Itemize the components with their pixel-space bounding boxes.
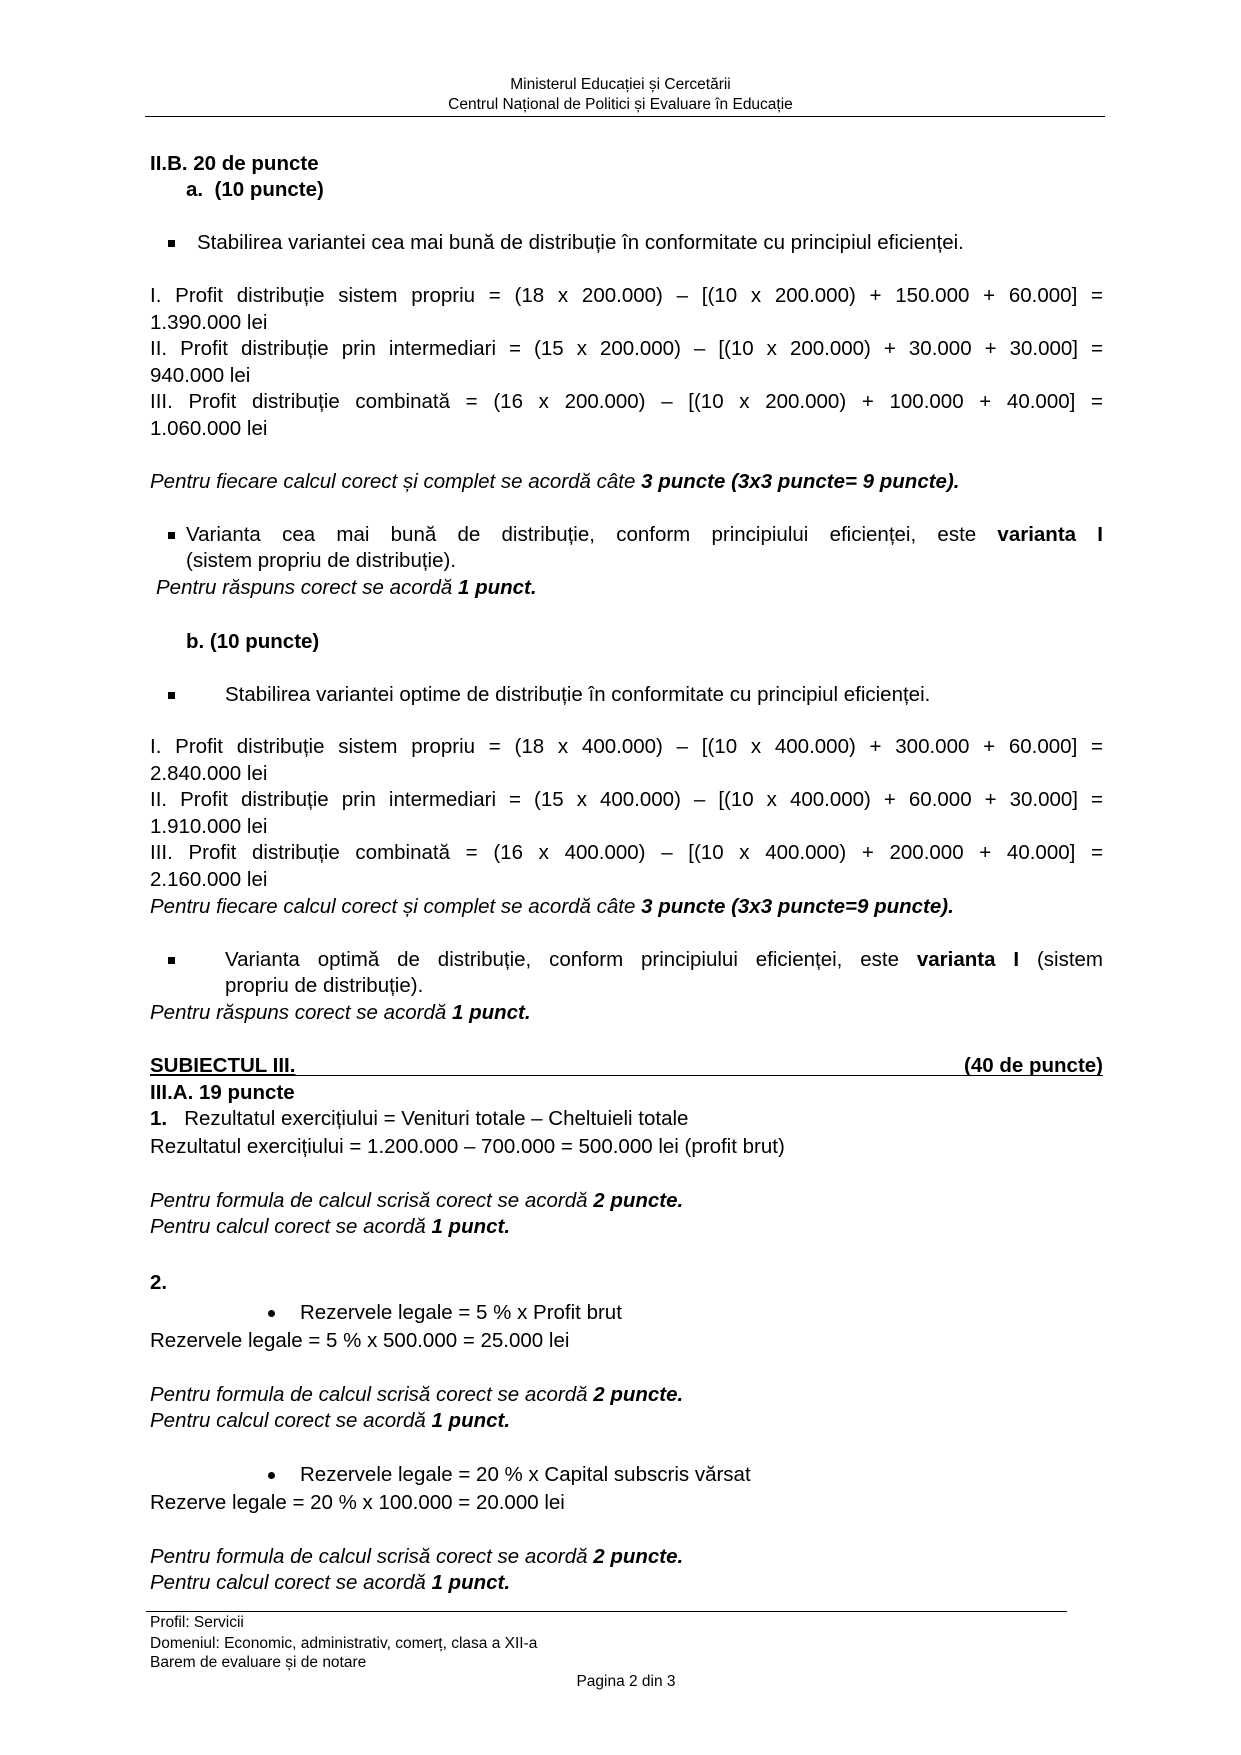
- note-text: Pentru calcul corect se acordă: [150, 1409, 432, 1432]
- q1-calc: Rezultatul exercițiului = 1.200.000 – 700.000 = 500.000 lei (profit brut): [150, 1135, 785, 1158]
- answer-a: [186, 522, 1103, 548]
- page-number: Pagina 2 din 3: [576, 1673, 676, 1690]
- bullet-square-icon: [168, 957, 175, 964]
- subsection-title: III.A. 19 puncte: [150, 1081, 295, 1104]
- header-rule: [145, 116, 1105, 117]
- note-points: 2 puncte.: [593, 1545, 684, 1568]
- q2-calc-1: Rezervele legale = 5 % x 500.000 = 25.000 lei: [150, 1329, 570, 1352]
- part-a-points: (10 puncte): [214, 178, 324, 201]
- note-a-calc: [150, 469, 959, 495]
- note-b-calc: [150, 894, 954, 920]
- note-points: 2 puncte.: [593, 1189, 684, 1212]
- note-calc: [150, 1408, 510, 1434]
- note-points: 1 punct.: [457, 576, 537, 599]
- note-points: 1 punct.: [431, 1409, 511, 1432]
- q2-number: 2.: [150, 1271, 168, 1294]
- calc-a-2-result: 940.000 lei: [150, 364, 251, 387]
- header-center: Centrul Național de Politici și Evaluare în Educație: [448, 96, 793, 113]
- q1-formula-text: Rezultatul exercițiului = Venituri totale – Cheltuieli totale: [184, 1107, 689, 1130]
- part-a-label: a.: [186, 178, 204, 201]
- note-text: Pentru calcul corect se acordă: [150, 1571, 432, 1594]
- note-formula: [150, 1544, 683, 1570]
- answer-text: Varianta cea mai bună de distribuție, conform principiului eficienței, este: [186, 523, 998, 546]
- subject-3-points: (40 de puncte): [964, 1054, 1103, 1077]
- calc-a-3: III. Profit distribuție combinată = (16 x 200.000) – [(10 x 200.000) + 100.000 + 40.000] =: [150, 390, 1103, 413]
- answer-variant: varianta I: [997, 523, 1103, 546]
- part-b-heading: b. (10 puncte): [186, 630, 320, 653]
- note-formula: [150, 1382, 683, 1408]
- part-a-task: Stabilirea variantei cea mai bună de distribuție în conformitate cu principiul eficienței.: [197, 231, 964, 254]
- q2-calc-2: Rezerve legale = 20 % x 100.000 = 20.000 lei: [150, 1491, 565, 1514]
- bullet-dot-icon: [268, 1310, 275, 1317]
- note-text: Pentru calcul corect se acordă: [150, 1215, 432, 1238]
- note-text: Pentru fiecare calcul corect și complet se acordă câte: [150, 895, 642, 918]
- bullet-dot-icon: [268, 1472, 275, 1479]
- subject-3-heading: [150, 1053, 1103, 1079]
- answer-text: Varianta optimă de distribuție, conform principiului eficienței, este: [225, 948, 917, 971]
- q1-formula: [150, 1106, 688, 1132]
- note-text: Pentru fiecare calcul corect și complet se acordă câte: [150, 470, 642, 493]
- calc-b-3: III. Profit distribuție combinată = (16 x 400.000) – [(10 x 400.000) + 200.000 + 40.000] =: [150, 841, 1103, 864]
- bullet-square-icon: [168, 240, 175, 247]
- q2-formula-2: Rezervele legale = 20 % x Capital subscris vărsat: [300, 1463, 751, 1486]
- calc-b-1-result: 2.840.000 lei: [150, 762, 268, 785]
- note-points: 1 punct.: [431, 1215, 511, 1238]
- calc-b-3-result: 2.160.000 lei: [150, 868, 268, 891]
- bullet-square-icon: [168, 532, 175, 539]
- part-b-task: Stabilirea variantei optime de distribuție în conformitate cu principiul eficienței.: [225, 683, 931, 706]
- footer-rule: [146, 1611, 1067, 1612]
- footer-domain: Domeniul: Economic, administrativ, comerț, clasa a XII-a: [150, 1635, 538, 1652]
- calc-b-2: II. Profit distribuție prin intermediari = (15 x 400.000) – [(10 x 400.000) + 60.000 + 30.000] =: [150, 788, 1103, 811]
- note-points: 1 punct.: [431, 1571, 511, 1594]
- part-a-heading: [186, 177, 324, 203]
- note-text: Pentru formula de calcul scrisă corect se acordă: [150, 1189, 594, 1212]
- note-calc: [150, 1570, 510, 1596]
- note-text: Pentru formula de calcul scrisă corect se acordă: [150, 1383, 594, 1406]
- note-points: 2 puncte.: [593, 1383, 684, 1406]
- answer-b: [225, 947, 1103, 973]
- note-calc: [150, 1214, 510, 1240]
- footer-barem: Barem de evaluare și de notare: [150, 1654, 367, 1671]
- header-ministry: Ministerul Educației și Cercetării: [510, 76, 731, 93]
- answer-a-cont: (sistem propriu de distribuție).: [186, 549, 457, 572]
- note-b-answer: [150, 1000, 531, 1026]
- note-points: 1 punct.: [451, 1001, 531, 1024]
- note-points: 3 puncte (3x3 puncte=9 puncte).: [641, 895, 954, 918]
- q2-formula-1: Rezervele legale = 5 % x Profit brut: [300, 1301, 622, 1324]
- note-text: Pentru răspuns corect se acordă: [150, 1001, 452, 1024]
- note-formula: [150, 1188, 683, 1214]
- calc-b-2-result: 1.910.000 lei: [150, 815, 268, 838]
- section-title: II.B. 20 de puncte: [150, 152, 319, 175]
- note-points: 3 puncte (3x3 puncte= 9 puncte).: [641, 470, 960, 493]
- calc-a-3-result: 1.060.000 lei: [150, 417, 268, 440]
- subject-3-title: SUBIECTUL III.: [150, 1054, 296, 1077]
- calc-b-1: I. Profit distribuție sistem propriu = (18 x 400.000) – [(10 x 400.000) + 300.000 + 60.000] =: [150, 735, 1103, 758]
- subject-3-underline: [150, 1075, 1103, 1076]
- answer-variant: varianta I: [916, 948, 1020, 971]
- q1-number: 1.: [150, 1107, 168, 1130]
- answer-text-post: (sistem: [1019, 948, 1103, 971]
- note-text: Pentru formula de calcul scrisă corect se acordă: [150, 1545, 594, 1568]
- calc-a-2: II. Profit distribuție prin intermediari = (15 x 200.000) – [(10 x 200.000) + 30.000 + 30.000] =: [150, 337, 1103, 360]
- answer-b-cont: propriu de distribuție).: [225, 974, 424, 997]
- footer-profile: Profil: Servicii: [150, 1614, 244, 1631]
- bullet-square-icon: [168, 692, 175, 699]
- calc-a-1: I. Profit distribuție sistem propriu = (18 x 200.000) – [(10 x 200.000) + 150.000 + 60.000] =: [150, 284, 1103, 307]
- note-a-answer: [156, 575, 537, 601]
- note-text: Pentru răspuns corect se acordă: [156, 576, 458, 599]
- calc-a-1-result: 1.390.000 lei: [150, 311, 268, 334]
